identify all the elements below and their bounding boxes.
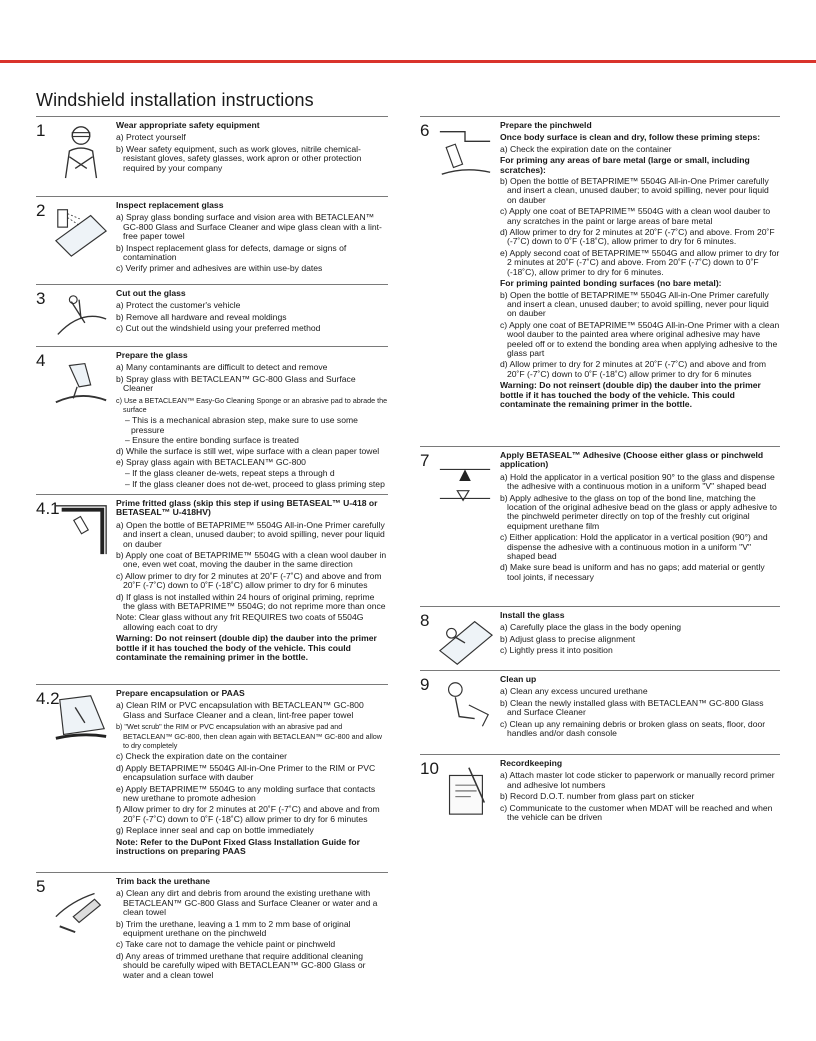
warning-note: Warning: Do not reinsert (double dip) the dauber into the primer bottle if it has touched the body of the vehicle. This could contaminate the remaining primer in the bottle. [116, 633, 377, 663]
instruction-item: a) Clean any dirt and debris from around the existing urethane with BETACLEAN™ GC-800 Glass and Surface Cleaner or water and a clean towel [116, 888, 378, 918]
step-number: 4 [36, 351, 46, 370]
step-instructions [116, 889, 388, 980]
step-body [500, 611, 780, 658]
step-instructions [500, 771, 780, 822]
top-accent-bar [0, 60, 816, 63]
step-number: 3 [36, 289, 46, 308]
warning-note: Warning: Do not reinsert (double dip) the dauber into the primer bottle if it has touched the body of the vehicle. This could contaminate the remaining primer in the bottle. [500, 380, 761, 409]
instruction-item: – If the glass cleaner de-wets, repeat steps a through d [125, 468, 335, 479]
instruction-item: d) Any areas of trimmed urethane that require additional cleaning should be carefully wiped with BETACLEAN™ GC-800 Glass or water and a clean towel [116, 950, 366, 980]
instruction-item: b) Open the bottle of BETAPRIME™ 5504G All-in-One Primer carefully and insert a clean, unused dauber; to avoid spilling, never pour liquid on dauber [500, 176, 769, 205]
step-number: 7 [420, 451, 430, 470]
instruction-item: c) Verify primer and adhesives are within use-by dates [116, 263, 323, 274]
instruction-item: d) Apply BETAPRIME™ 5504G All-in-One Primer to the RIM or PVC encapsulation surface with dauber [116, 762, 376, 783]
step-body [500, 759, 780, 824]
step-body [116, 689, 388, 859]
spray-glass-icon [52, 201, 110, 261]
clean-up-person-icon [436, 675, 494, 735]
instruction-item: Note: Clear glass without any frit REQUIRES two coats of 5504G allowing each coat to dry [116, 612, 364, 632]
right-column [420, 116, 780, 834]
instruction-item: a) Hold the applicator in a vertical position 90° to the glass and dispense the adhesive with a continuous motion in a uniform "V" shaped bead [500, 471, 775, 492]
step-number: 10 [420, 759, 439, 778]
instruction-item: a) Open the bottle of BETAPRIME™ 5504G All-in-One Primer carefully and insert a clean, unused dauber; to avoid spilling, never pour liquid on dauber [116, 519, 385, 549]
page-title: Windshield installation instructions [36, 90, 314, 110]
instruction-item: a) Carefully place the glass in the body opening [500, 622, 682, 633]
instruction-item: c) Apply one coat of BETAPRIME™ 5504G All-in-One Primer with a clean wool dauber to the painted area where original adhesive may have peeled off or to extend the bonding area when applying adhesive to the glass part [500, 319, 780, 358]
step-body [116, 121, 388, 175]
instruction-item: b) Open the bottle of BETAPRIME™ 5504G All-in-One Primer carefully and insert a clean, unused dauber; to avoid spilling, never pour liquid on dauber [500, 289, 769, 319]
instruction-item: b) Inspect replacement glass for defects, damage or signs of contamination [116, 242, 347, 263]
instruction-item: g) Replace inner seal and cap on bottle immediately [116, 825, 314, 836]
step-number: 1 [36, 121, 46, 140]
step-instructions [500, 473, 780, 582]
step-instructions [116, 133, 388, 173]
instruction-item: d) Allow primer to dry for 2 minutes at 20˚F (-7˚C) and above. From 20˚F (-7˚C) down to 0˚F (-18˚C), allow primer to dry for 6 minutes. [500, 227, 775, 247]
fritted-glass-corner-icon [52, 499, 110, 559]
step-10 [420, 754, 780, 834]
step-2 [36, 196, 388, 284]
step-instructions [116, 701, 388, 856]
instruction-item: b) Record D.O.T. number from glass part on sticker [500, 791, 695, 802]
step-6 [420, 116, 780, 446]
instruction-item: c) Check the expiration date on the container [116, 751, 288, 762]
instruction-item: c) Allow primer to dry for 2 minutes at 20˚F (-7˚C) and above and from 20˚F (-7˚C) down to 0˚F (-18˚C) allow primer to dry for 6 minutes [116, 570, 382, 591]
instruction-item: a) Clean any excess uncured urethane [500, 686, 648, 697]
step-title: Trim back the urethane [116, 876, 211, 886]
instruction-item: e) Apply second coat of BETAPRIME™ 5504G and allow primer to dry for 2 minutes at 20˚F (-7˚C) and above. From 20˚F (-7˚C) down to 0˚F (-18˚C), allow primer to dry for 6 minutes. [500, 247, 780, 277]
trim-urethane-knife-icon [52, 877, 110, 937]
instruction-item: e) Spray glass again with BETACLEAN™ GC-800 [116, 457, 306, 468]
step-4-2 [36, 684, 388, 872]
step-instructions [500, 687, 780, 738]
instruction-item: d) While the surface is still wet, wipe surface with a clean paper towel [116, 445, 380, 456]
instruction-item: c) Apply one coat of BETAPRIME™ 5504G with a clean wool dauber to any scratches in the paint or large areas of bare metal [500, 206, 771, 226]
step-title: Wear appropriate safety equipment [116, 120, 260, 130]
step-number: 6 [420, 121, 430, 140]
instruction-item: b) Clean the newly installed glass with BETACLEAN™ GC-800 Glass and Surface Cleaner [500, 697, 764, 718]
instruction-item: c) Either application: Hold the applicator in a vertical position (90°) and dispense the adhesive with a continuous motion in a uniform "V" shaped bead [500, 532, 768, 562]
instruction-item: f) Allow primer to dry for 2 minutes at 20˚F (-7˚C) and above and from 20˚F (-7˚C) down to 0˚F (-18˚C) allow primer to dry for 6 minutes [116, 804, 380, 824]
pinchweld-primer-icon [436, 121, 494, 181]
step-body [116, 877, 388, 982]
left-column [36, 116, 388, 990]
step-body [116, 351, 388, 490]
step-7 [420, 446, 780, 606]
step-title: Prime fritted glass (skip this step if using BETASEAL™ U-418 or BETASEAL™ U-418HV) [116, 498, 378, 518]
step-number: 2 [36, 201, 46, 220]
instruction-item: d) Make sure bead is uniform and has no gaps; add material or gently tool joints, if necessary [500, 562, 765, 582]
step-body [116, 201, 388, 276]
instruction-item: d) If glass is not installed within 24 hours of original priming, reprime the glass with BETAPRIME™ 5504G; do not reprime more than once [116, 591, 386, 612]
instruction-item: b) "Wet scrub" the RIM or PVC encapsulation with an abrasive pad and BETACLEAN™ GC-800, then clean again with BETACLEAN™ GC-800 and allow to dry completely [116, 722, 382, 751]
step-title: Apply BETASEAL™ Adhesive (Choose either glass or pinchweld application) [500, 450, 764, 470]
step-number: 4.2 [36, 689, 60, 708]
step-number: 5 [36, 877, 46, 896]
instruction-item: b) Trim the urethane, leaving a 1 mm to 2 mm base of original equipment urethane on the pinchweld [116, 918, 351, 939]
instruction-item: a) Protect yourself [116, 132, 186, 143]
step-title: Prepare the pinchweld [500, 120, 592, 130]
instruction-item: – Ensure the entire bonding surface is treated [125, 435, 299, 446]
step-3 [36, 284, 388, 346]
instruction-item: a) Many contaminants are difficult to detect and remove [116, 362, 328, 373]
instruction-item: b) Adjust glass to precise alignment [500, 633, 636, 644]
step-number: 4.1 [36, 499, 60, 518]
sub-heading: Once body surface is clean and dry, follow these priming steps: [500, 132, 761, 143]
step-body [500, 675, 780, 740]
instruction-item: b) Apply one coat of BETAPRIME™ 5504G with a clean wool dauber in one, even wet coat, moving the dauber in the same direction [116, 550, 387, 570]
cut-glass-icon [52, 289, 110, 346]
step-body [500, 121, 780, 411]
step-number: 9 [420, 675, 430, 694]
step-instructions [116, 521, 388, 663]
instruction-item: b) Apply adhesive to the glass on top of the bond line, matching the location of the original adhesive bead on the glass or apply adhesive to the pinchweld perimeter directly on top of the freshly cut original equipment urethane film [500, 492, 777, 531]
warning-note: Note: Refer to the DuPont Fixed Glass Installation Guide for instructions on preparing PAAS [116, 836, 360, 857]
instruction-item: c) Cut out the windshield using your preferred method [116, 323, 321, 334]
step-body [116, 289, 388, 336]
instruction-item: c) Communicate to the customer when MDAT will be reached and when the vehicle can be driven [500, 802, 773, 823]
instruction-item: – If the glass cleaner does not de-wet, proceed to glass priming step [125, 478, 385, 489]
step-title: Prepare encapsulation or PAAS [116, 688, 245, 698]
step-title: Cut out the glass [116, 288, 186, 298]
step-number: 8 [420, 611, 430, 630]
step-instructions [116, 301, 388, 333]
instruction-item: b) Remove all hardware and reveal moldings [116, 311, 287, 322]
instruction-item: a) Check the expiration date on the container [500, 143, 672, 154]
instruction-item: a) Protect the customer's vehicle [116, 300, 241, 311]
step-4 [36, 346, 388, 494]
sub-heading: For priming any areas of bare metal (large or small, including scratches): [500, 155, 750, 175]
encapsulation-glass-icon [52, 689, 110, 749]
instruction-item: d) Allow primer to dry for 2 minutes at 20˚F (-7˚C) and above and from 20˚F (-7˚C) down to 0˚F (-18˚C) allow primer to dry for 6 minutes [500, 359, 767, 379]
step-body [500, 451, 780, 584]
step-9 [420, 670, 780, 754]
step-title: Prepare the glass [116, 350, 188, 360]
sub-heading: For priming painted bonding surfaces (no bare metal): [500, 278, 722, 289]
instruction-item: a) Attach master lot code sticker to paperwork or manually record primer and adhesive lot numbers [500, 770, 775, 790]
step-5 [36, 872, 388, 990]
step-instructions [116, 363, 388, 489]
step-title: Clean up [500, 674, 537, 684]
prepare-glass-hand-icon [52, 351, 110, 411]
step-body [116, 499, 388, 665]
step-title: Recordkeeping [500, 758, 563, 768]
instruction-item: b) Wear safety equipment, such as work gloves, nitrile chemical-resistant gloves, safety glasses, work apron or other protection required by your company [116, 143, 362, 173]
instruction-item: c) Take care not to damage the vehicle paint or pinchweld [116, 939, 336, 950]
step-title: Inspect replacement glass [116, 200, 224, 210]
instruction-item: a) Spray glass bonding surface and vision area with BETACLEAN™ GC-800 Glass and Surface Cleaner and wipe glass clean with a lint-free paper towel [116, 212, 382, 242]
instruction-item: – This is a mechanical abrasion step, make sure to use some pressure [125, 415, 358, 435]
install-glass-icon [436, 611, 494, 670]
instruction-item: b) Spray glass with BETACLEAN™ GC-800 Glass and Surface Cleaner [116, 373, 356, 394]
recordkeeping-paperwork-icon [436, 759, 494, 819]
adhesive-bead-icon [436, 451, 494, 511]
instruction-item: c) Lightly press it into position [500, 645, 613, 656]
instruction-item: c) Use a BETACLEAN™ Easy-Go Cleaning Sponge or an abrasive pad to abrade the surface [116, 395, 388, 415]
step-instructions [500, 623, 780, 655]
safety-gear-person-icon [52, 121, 110, 181]
step-8 [420, 606, 780, 670]
step-4-1 [36, 494, 388, 684]
instruction-item: c) Clean up any remaining debris or broken glass on seats, floor, door handles and/or dash console [500, 718, 766, 739]
step-1 [36, 116, 388, 196]
step-instructions [500, 133, 780, 409]
instruction-item: e) Apply BETAPRIME™ 5504G to any molding surface that contacts new urethane to promote adhesion [116, 783, 376, 804]
step-instructions [116, 213, 388, 273]
instruction-item: a) Clean RIM or PVC encapsulation with BETACLEAN™ GC-800 Glass and Surface Cleaner and a clean, lint-free paper towel [116, 700, 364, 720]
step-title: Install the glass [500, 610, 565, 620]
